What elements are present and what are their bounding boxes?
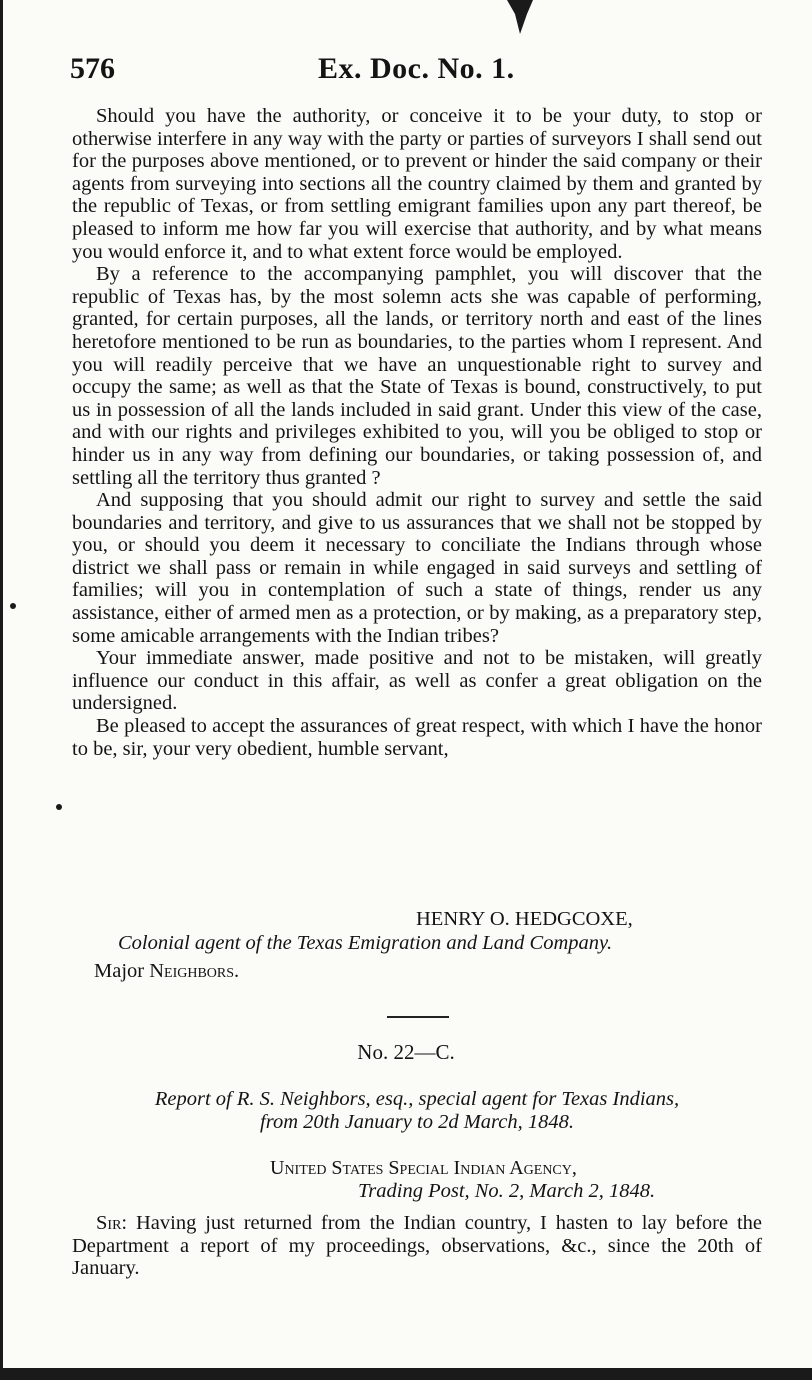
page-header xyxy=(70,52,760,92)
report-title-line-2: from 20th January to 2d March, 1848. xyxy=(260,1110,574,1133)
page-number: 576 xyxy=(70,52,115,85)
margin-dot xyxy=(56,804,62,810)
report-title xyxy=(72,1088,762,1133)
scan-smudge-mark xyxy=(505,0,535,34)
letter-paragraph-3: And supposing that you should admit our right to survey and settle the said boundaries and territory, and give to us assurances that we shall not be stopped by you, or should you deem it necessary to conciliate the Indians through whose district we shall pass or remain in while engaged in said surveys and settling of families; will you in contemplation of such a state of things, render us any assistance, either of armed men as a protection, or by making, as a preparatory step, some amicable arrangements with the Indian tribes? xyxy=(72,489,762,647)
place-date-line: Trading Post, No. 2, March 2, 1848. xyxy=(358,1180,656,1202)
salutation: Sir: xyxy=(96,1212,128,1234)
letter-paragraph-1: Should you have the authority, or conceive it to be your duty, to stop or otherwise interfere in any way with the party or parties of surveyors I shall send out for the purposes above mentioned, or to prevent or hinder the said company or their agents from surveying into sections all the country claimed by them and granted by the republic of Texas, or from settling emigrant families upon any part thereof, be pleased to inform me how far you will exercise that authority, and by what means you would enforce it, and to what extent force would be employed. xyxy=(72,105,762,263)
scan-left-edge xyxy=(0,0,3,1380)
letter-paragraph-4: Your immediate answer, made positive and not to be mistaken, will greatly influence our conduct in this affair, as well as confer a great obligation on the undersigned. xyxy=(72,647,762,715)
signature-name: HENRY O. HEDGCOXE, xyxy=(416,908,633,930)
margin-dot xyxy=(10,603,16,609)
document-number: No. 22—C. xyxy=(357,1040,455,1064)
report-title-line-1: Report of R. S. Neighbors, esq., special agent for Texas Indians, xyxy=(154,1088,680,1110)
opening-text: Having just returned from the Indian country, I hasten to lay before the Department a report of my proceedings, observations, &c., since the 20th of January. xyxy=(72,1212,762,1280)
addressee-name: Neighbors. xyxy=(149,960,240,982)
addressee-prefix: Major xyxy=(94,960,145,982)
addressee xyxy=(94,960,239,983)
scan-bottom-edge xyxy=(0,1368,812,1380)
report-opening-paragraph xyxy=(72,1212,762,1280)
section-divider xyxy=(387,1016,449,1018)
letter-paragraph-5: Be pleased to accept the assurances of great respect, with which I have the honor to be, sir, your very obedient, humble servant, xyxy=(72,715,762,760)
report-opening xyxy=(72,1212,762,1280)
signature-title: Colonial agent of the Texas Emigration and Land Company. xyxy=(118,932,613,954)
letter-paragraph-2: By a reference to the accompanying pamphlet, you will discover that the republic of Texas has, by the most solemn acts she was capable of performing, granted, for certain purposes, all the lands, or territory north and east of the lines heretofore mentioned to be run as boundaries, to the parties whom I represent. And you will readily perceive that we have an unquestionable right to survey and occupy the same; as well as that the State of Texas is bound, constructively, to put us in possession of all the lands included in said grant. Under this view of the case, and with our rights and privileges exhibited to you, will you be obliged to stop or hinder us in any way from defining our boundaries, or taking possession of, and settling all the territory thus granted ? xyxy=(72,263,762,489)
letter-body xyxy=(72,105,762,760)
document-title: Ex. Doc. No. 1. xyxy=(318,52,515,85)
agency-heading: United States Special Indian Agency, xyxy=(270,1157,577,1179)
